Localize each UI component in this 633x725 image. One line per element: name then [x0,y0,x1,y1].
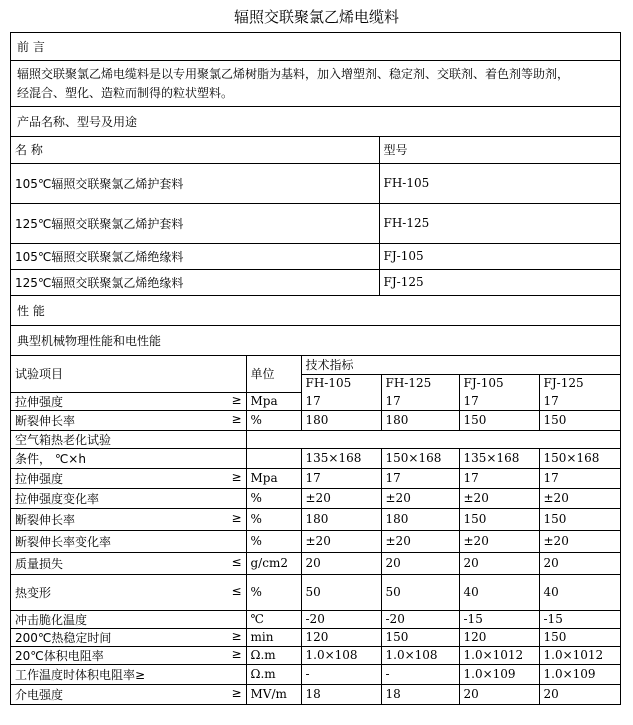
requirement-symbol: ≥ [231,646,242,661]
test-item-label: 拉伸强度 [15,471,64,486]
unit-cell: % [246,530,301,552]
requirement-symbol: ≥ [231,628,242,643]
performance-row [11,664,620,684]
unit-cell: % [246,488,301,508]
performance-heading-row [11,296,620,326]
col-unit-header: 单位 [246,356,301,392]
performance-row [11,628,620,646]
value-cell: 150 [539,410,620,430]
value-cell: 20 [459,552,539,574]
preface-heading-row [11,33,620,61]
value-cell: 20 [381,552,459,574]
requirement-symbol: ≥ [231,469,242,484]
value-cell: 120 [459,628,539,646]
requirement-symbol: ≤ [231,554,242,569]
performance-row [11,488,620,508]
value-cell: 1.0×108 [381,646,459,664]
product-name: 125℃辐照交联聚氯乙烯护套料 [11,203,379,243]
test-item [11,628,246,646]
test-item [11,664,246,684]
value-cell: -15 [459,610,539,628]
performance-row [11,430,620,448]
value-cell: 18 [381,684,459,704]
value-cell: 17 [381,392,459,410]
value-cell: 18 [301,684,381,704]
test-item [11,552,246,574]
value-cell: ±20 [301,488,381,508]
value-cell: 17 [539,468,620,488]
product-name: 105℃辐照交联聚氯乙烯绝缘料 [11,243,379,269]
unit-cell: g/cm2 [246,552,301,574]
product-name: 125℃辐照交联聚氯乙烯绝缘料 [11,269,379,295]
test-item [11,508,246,530]
value-cell: 17 [459,392,539,410]
unit-cell: min [246,628,301,646]
grade-header: FH-125 [381,374,459,392]
test-item-label: 拉伸强度变化率 [15,491,100,506]
test-item-label: 断裂伸长率变化率 [15,534,112,549]
value-cell: 180 [381,508,459,530]
requirement-symbol: ≥ [231,411,242,426]
product-model: FJ-105 [379,243,620,269]
value-cell: 150×168 [539,448,620,468]
value-cell: 150 [539,508,620,530]
performance-row [11,468,620,488]
value-cell: ±20 [539,530,620,552]
performance-table [11,356,620,704]
value-cell: 180 [301,410,381,430]
test-item [11,430,246,448]
unit-cell: MV/m [246,684,301,704]
performance-subheading: 典型机械物理性能和电性能 [17,334,162,348]
unit-cell: % [246,410,301,430]
test-item-label: 条件， ℃×h [15,451,86,466]
value-cell: 120 [301,628,381,646]
products-heading: 产品名称、型号及用途 [17,115,138,129]
unit-cell: Ω.m [246,664,301,684]
spec-sheet [10,32,621,705]
preface-heading: 前 言 [17,40,45,54]
unit-cell: ℃ [246,610,301,628]
value-cell: 150 [459,410,539,430]
test-item [11,410,246,430]
value-cell: 40 [539,574,620,610]
value-cell: 1.0×1012 [539,646,620,664]
value-cell: 135×168 [301,448,381,468]
unit-cell: Ω.m [246,646,301,664]
test-item [11,448,246,468]
requirement-symbol: ≤ [231,583,242,598]
value-cell: 50 [301,574,381,610]
preface-text-line2: 经混合、塑化、造粒而制得的粒状塑料。 [17,86,234,100]
value-cell: 20 [539,684,620,704]
value-cell: 1.0×109 [539,664,620,684]
test-item-label: 200℃热稳定时间 [15,630,112,645]
test-item [11,488,246,508]
value-cell: 150 [459,508,539,530]
value-cell: 135×168 [459,448,539,468]
test-item [11,646,246,664]
products-heading-row [11,107,620,137]
product-name: 105℃辐照交联聚氯乙烯护套料 [11,163,379,203]
test-item-label: 断裂伸长率 [15,413,76,428]
value-cell: ±20 [381,488,459,508]
requirement-symbol: ≥ [231,510,242,525]
value-cell: ±20 [459,488,539,508]
product-model: FH-105 [379,163,620,203]
document-title: 辐照交联聚氯乙烯电缆料 [233,8,399,26]
col-name-header: 名 称 [11,137,379,163]
test-item-label: 拉伸强度 [15,394,64,409]
performance-row [11,646,620,664]
performance-row [11,610,620,628]
col-model-header: 型号 [379,137,620,163]
value-cell: 17 [301,392,381,410]
unit-cell [246,448,301,468]
value-cell: 17 [301,468,381,488]
products-table [11,137,620,295]
value-cell: 1.0×108 [301,646,381,664]
product-model: FH-125 [379,203,620,243]
performance-table-wrap [11,356,620,704]
value-cell: -20 [381,610,459,628]
performance-row [11,552,620,574]
performance-subheading-row [11,326,620,356]
unit-cell: Mpa [246,468,301,488]
value-cell: - [381,664,459,684]
value-cell: ±20 [301,530,381,552]
test-item [11,574,246,610]
requirement-symbol: ≥ [231,392,242,407]
value-cell: 180 [301,508,381,530]
performance-row [11,574,620,610]
test-item-label: 介电强度 [15,687,64,702]
performance-row [11,530,620,552]
test-item [11,468,246,488]
value-cell: 50 [381,574,459,610]
performance-row [11,410,620,430]
value-cell: 20 [539,552,620,574]
test-item [11,530,246,552]
value-cell: 17 [459,468,539,488]
preface-text-row [11,61,620,107]
test-item-label: 冲击脆化温度 [15,612,88,627]
test-item-label: 工作温度时体积电阻率≥ [15,667,146,682]
value-cell: 17 [539,392,620,410]
performance-row [11,448,620,468]
value-cell: 20 [301,552,381,574]
performance-heading: 性 能 [17,304,45,318]
value-cell: 180 [381,410,459,430]
value-cell: 40 [459,574,539,610]
performance-row [11,392,620,410]
test-item-label: 20℃体积电阻率 [15,648,104,663]
value-cell: -20 [301,610,381,628]
grade-header: FJ-105 [459,374,539,392]
value-cell: 150×168 [381,448,459,468]
preface-text-line1: 辐照交联聚氯乙烯电缆料是以专用聚氯乙烯树脂为基料，加入增塑剂、稳定剂、交联剂、着色剂等助剂， [17,67,570,81]
value-cell: ±20 [459,530,539,552]
test-item [11,610,246,628]
section-spacer [246,430,620,448]
col-spec-header: 技术指标 [301,356,620,374]
value-cell: 1.0×1012 [459,646,539,664]
unit-cell: Mpa [246,392,301,410]
test-item-label: 断裂伸长率 [15,512,76,527]
value-cell: 150 [539,628,620,646]
value-cell: - [301,664,381,684]
test-item-label: 质量损失 [15,556,64,571]
unit-cell: % [246,574,301,610]
value-cell: 150 [381,628,459,646]
products-table-wrap [11,137,620,296]
test-item [11,684,246,704]
requirement-symbol: ≥ [231,685,242,700]
unit-cell: % [246,508,301,530]
performance-row [11,508,620,530]
test-item-label: 空气箱热老化试验 [15,432,112,447]
test-item-label: 热变形 [15,585,52,600]
product-model: FJ-125 [379,269,620,295]
value-cell: 17 [381,468,459,488]
grade-header: FJ-125 [539,374,620,392]
value-cell: -15 [539,610,620,628]
grade-header: FH-105 [301,374,381,392]
value-cell: 1.0×109 [459,664,539,684]
col-item-header: 试验项目 [11,356,246,392]
value-cell: 20 [459,684,539,704]
value-cell: ±20 [539,488,620,508]
value-cell: ±20 [381,530,459,552]
performance-row [11,684,620,704]
test-item [11,392,246,410]
